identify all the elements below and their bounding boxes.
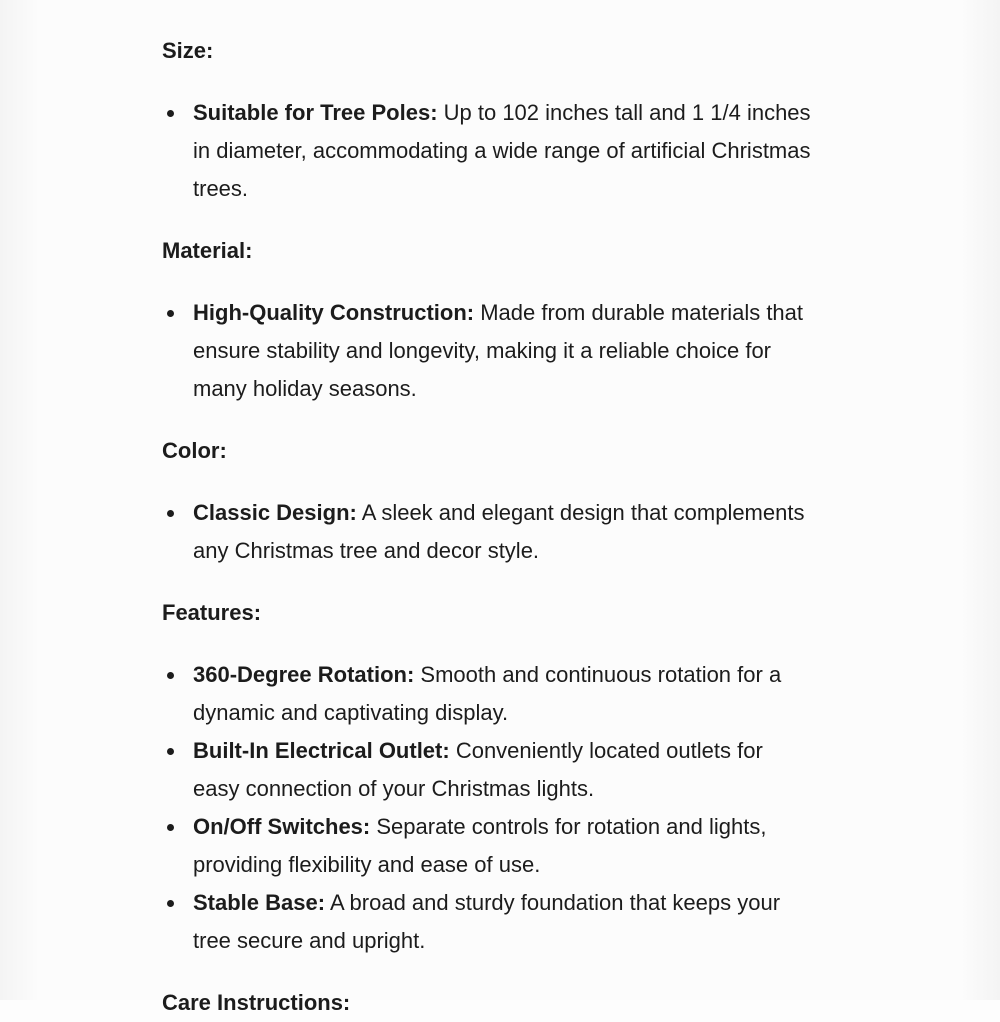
section-heading-care-instructions: Care Instructions:: [162, 990, 351, 1015]
section-heading-color: Color:: [162, 438, 227, 463]
bullet-dot-icon: [167, 900, 174, 907]
bullet-term: Stable Base:: [193, 890, 326, 915]
bullet-term: Classic Design:: [193, 500, 357, 525]
list-item: [162, 656, 812, 732]
bullet-text: Separate controls for rotation and lights, providing flexibility and ease of use.: [193, 814, 767, 877]
section-heading-features: Features:: [162, 600, 262, 625]
bullet-text: Smooth and continuous rotation for a dynamic and captivating display.: [193, 662, 782, 725]
right-edge-shade: [960, 0, 1000, 1000]
section-features: [162, 594, 812, 960]
section-care-instructions: [162, 984, 812, 1022]
bullet-text: Made from durable materials that ensure stability and longevity, making it a reliable choice for many holiday seasons.: [193, 300, 804, 401]
bullet-list-material: [162, 294, 812, 408]
description-content: [162, 32, 812, 1022]
bullet-dot-icon: [167, 110, 174, 117]
bullet-dot-icon: [167, 310, 174, 317]
section-heading-size: Size:: [162, 38, 214, 63]
bullet-list-color: [162, 494, 812, 570]
bullet-list-size: [162, 94, 812, 208]
bullet-dot-icon: [167, 748, 174, 755]
section-material: [162, 232, 812, 408]
bullet-term: 360-Degree Rotation:: [193, 662, 415, 687]
section-color: [162, 432, 812, 570]
list-item: [162, 294, 812, 408]
bullet-term: On/Off Switches:: [193, 814, 371, 839]
list-item: [162, 94, 812, 208]
bullet-text: Conveniently located outlets for easy connection of your Christmas lights.: [193, 738, 763, 801]
bullet-term: Built-In Electrical Outlet:: [193, 738, 450, 763]
left-edge-shade: [0, 0, 40, 1000]
bullet-text: Up to 102 inches tall and 1 1/4 inches in diameter, accommodating a wide range of artificial Christmas trees.: [193, 100, 811, 201]
section-heading-material: Material:: [162, 238, 253, 263]
bullet-text: A broad and sturdy foundation that keeps your tree secure and upright.: [193, 890, 781, 953]
bullet-dot-icon: [167, 510, 174, 517]
list-item: [162, 732, 812, 808]
list-item: [162, 494, 812, 570]
bullet-dot-icon: [167, 824, 174, 831]
section-size: [162, 32, 812, 208]
list-item: [162, 884, 812, 960]
bullet-list-features: [162, 656, 812, 960]
bullet-dot-icon: [167, 672, 174, 679]
list-item: [162, 808, 812, 884]
bullet-term: Suitable for Tree Poles:: [193, 100, 438, 125]
bullet-term: High-Quality Construction:: [193, 300, 475, 325]
bullet-text: A sleek and elegant design that complements any Christmas tree and decor style.: [193, 500, 805, 563]
